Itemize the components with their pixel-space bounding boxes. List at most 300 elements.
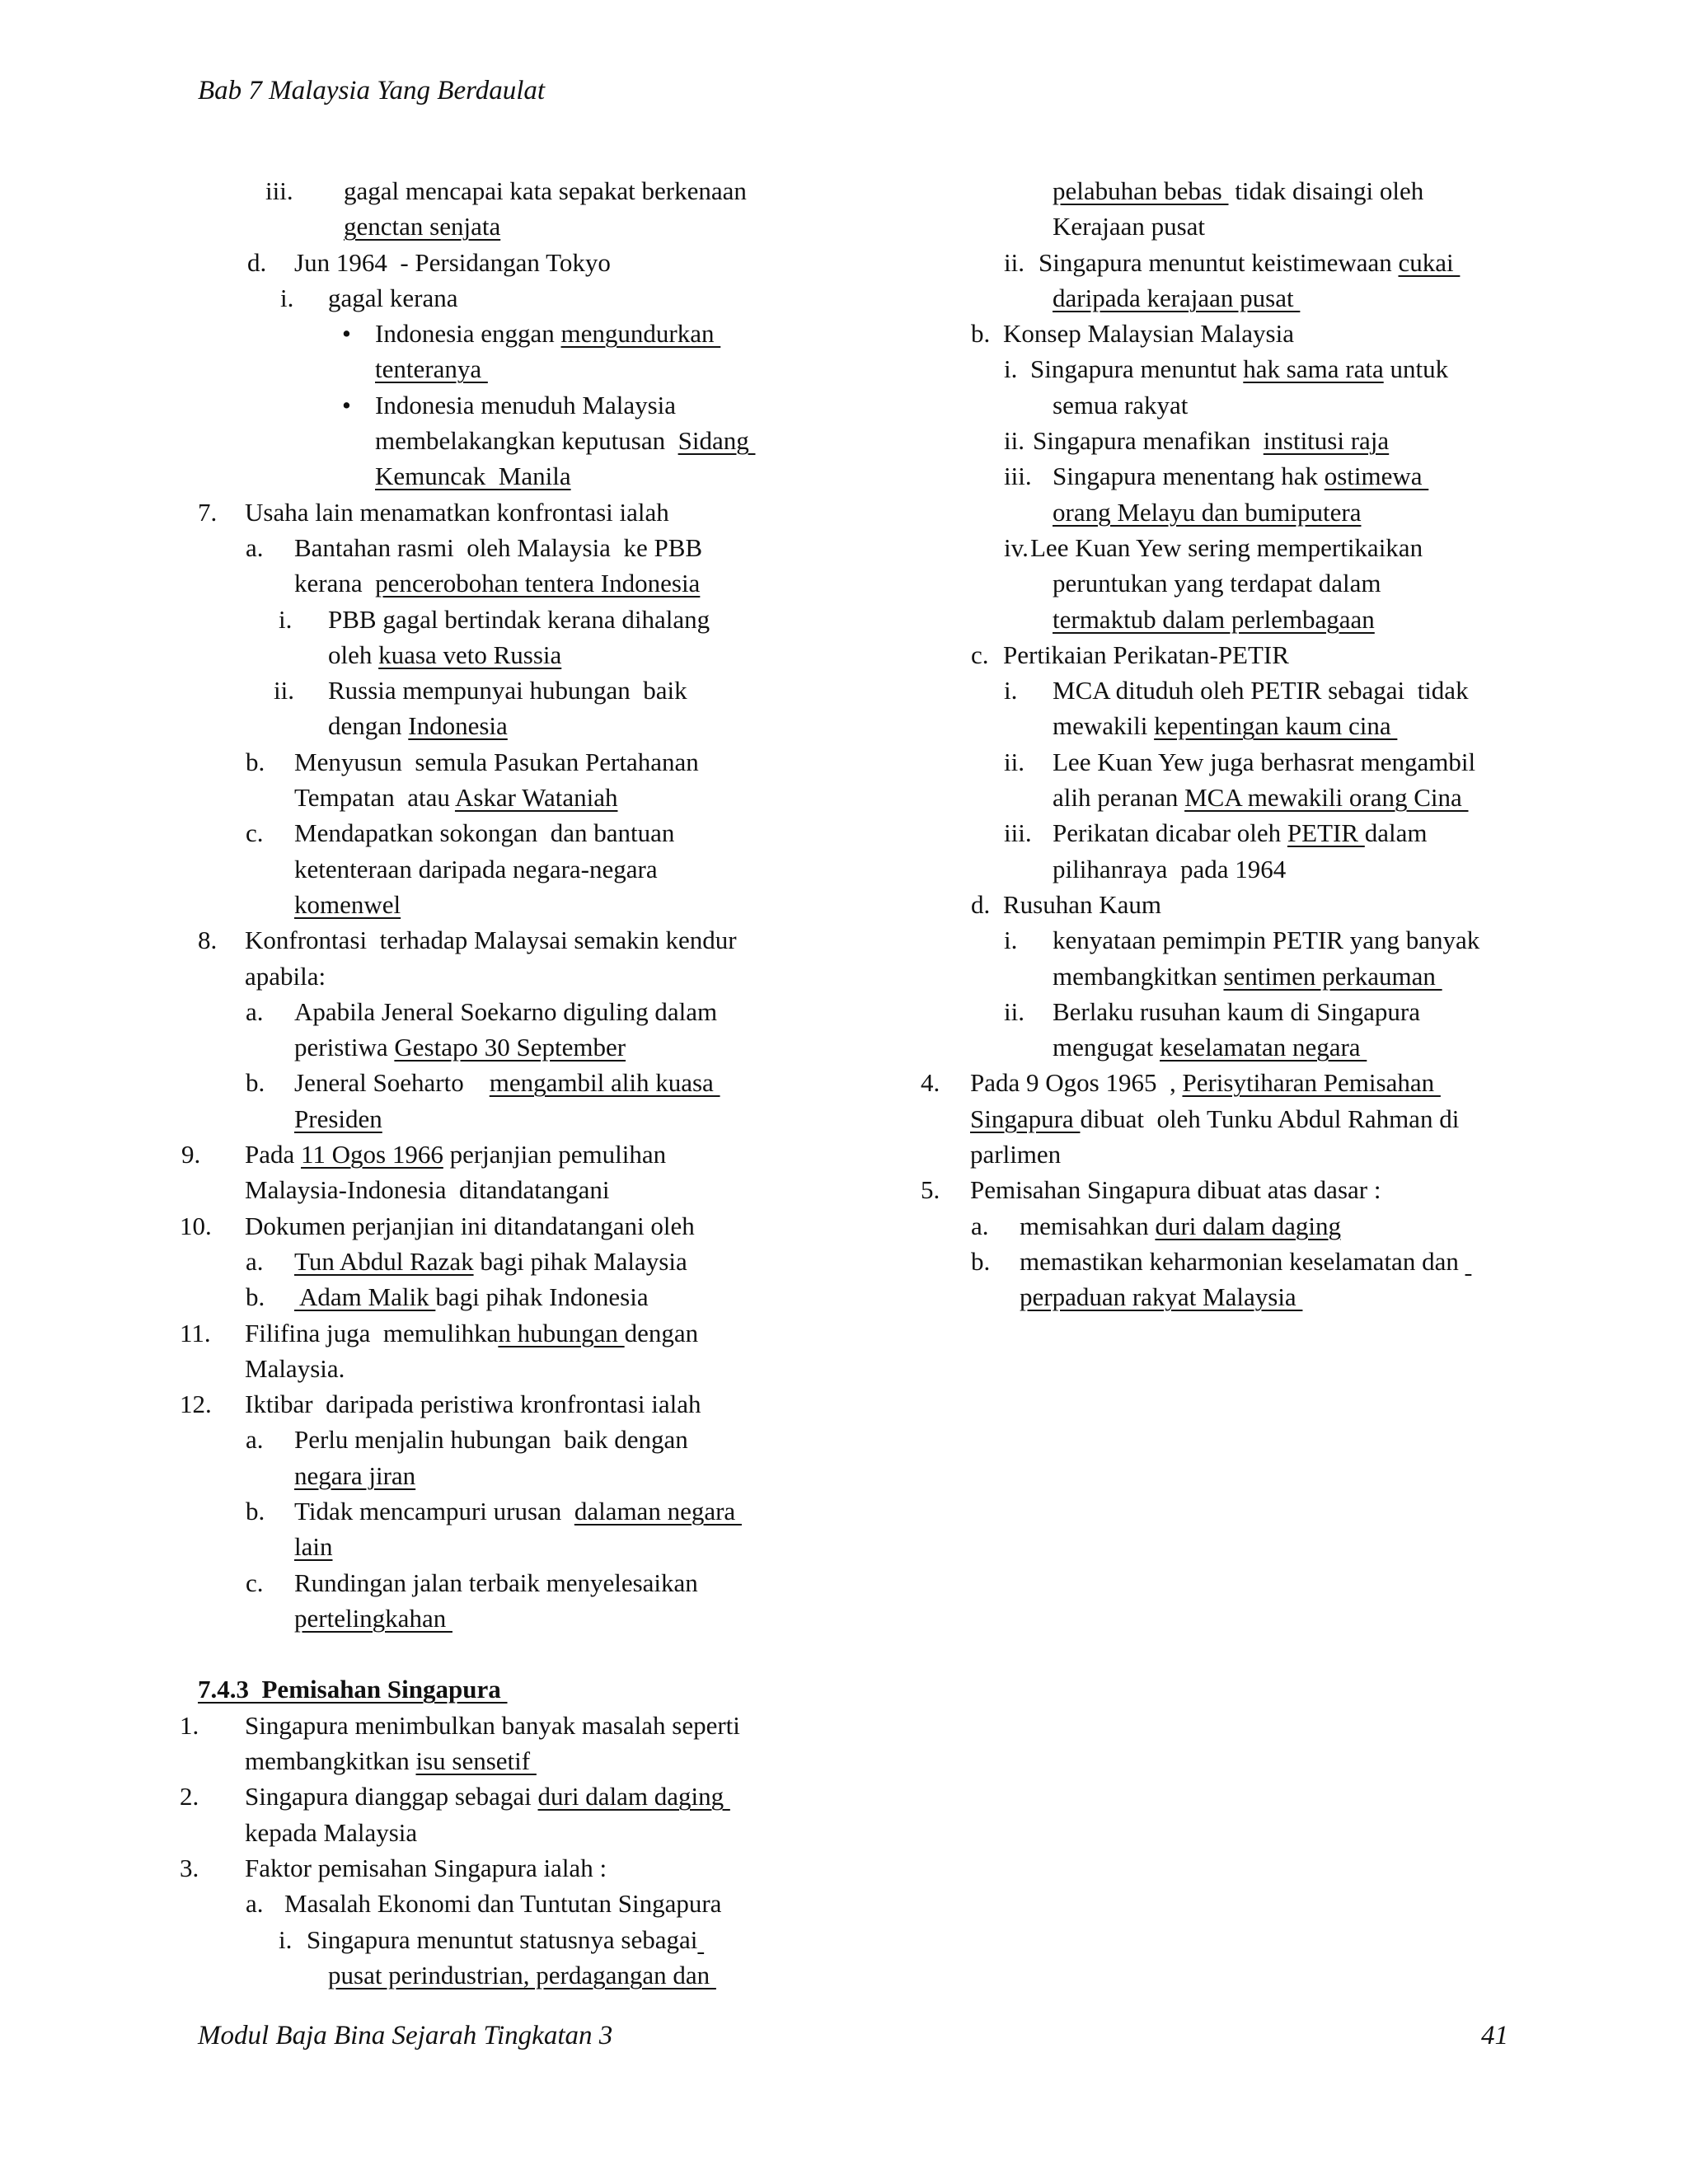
text-segment: Singapura dianggap sebagai xyxy=(245,1782,538,1811)
text-line xyxy=(0,1101,824,1137)
list-marker: iii. xyxy=(1004,462,1032,491)
text-line xyxy=(0,1386,824,1422)
list-marker: i. xyxy=(1004,926,1018,955)
list-marker: d. xyxy=(971,889,991,919)
list-marker: 11. xyxy=(180,1318,211,1347)
underlined-keyword: n hubungan xyxy=(498,1318,625,1347)
line-text xyxy=(284,1886,721,1921)
underlined-keyword: komenwel xyxy=(294,889,401,919)
text-line xyxy=(857,1279,1688,1315)
line-text xyxy=(245,1386,701,1422)
line-text xyxy=(970,1137,1061,1172)
text-line xyxy=(0,209,824,244)
line-text xyxy=(1053,209,1205,244)
text-line xyxy=(0,1743,824,1779)
line-text xyxy=(1053,744,1475,780)
line-text xyxy=(294,1065,720,1100)
text-line xyxy=(0,887,824,922)
list-marker: b. xyxy=(971,1246,991,1276)
text-segment: Berlaku rusuhan kaum di Singapura xyxy=(1053,996,1420,1026)
line-text xyxy=(294,887,401,922)
line-text xyxy=(375,351,488,387)
line-text xyxy=(1020,1208,1341,1244)
underlined-keyword: sentimen perkauman xyxy=(1223,961,1442,991)
line-text xyxy=(375,316,720,351)
text-line xyxy=(857,851,1688,887)
text-line xyxy=(0,1351,824,1386)
line-text xyxy=(970,1101,1459,1137)
underlined-keyword: Adam Malik xyxy=(294,1282,436,1312)
line-text xyxy=(1053,780,1469,815)
line-text xyxy=(294,1565,698,1601)
text-line xyxy=(857,1244,1688,1279)
text-line xyxy=(0,1029,824,1065)
text-segment: Lee Kuan Yew juga berhasrat mengambil xyxy=(1053,747,1476,776)
line-text xyxy=(245,1351,345,1386)
line-text xyxy=(1053,958,1442,994)
text-line xyxy=(0,1493,824,1529)
text-segment: Malaysia. xyxy=(245,1353,345,1383)
text-segment: Masalah Ekonomi dan Tuntutan Singapura xyxy=(284,1889,722,1919)
list-marker: 8. xyxy=(198,926,218,955)
line-text xyxy=(1039,245,1460,280)
text-segment: bagi pihak Indonesia xyxy=(435,1282,649,1312)
text-line xyxy=(0,708,824,743)
text-segment: alih peranan xyxy=(1053,783,1185,813)
line-text xyxy=(328,280,457,316)
text-segment: kepada Malaysia xyxy=(245,1817,418,1847)
list-marker: b. xyxy=(246,1496,265,1526)
text-line xyxy=(857,565,1688,601)
line-text xyxy=(1053,173,1423,209)
underlined-keyword: institusi raja xyxy=(1263,426,1390,456)
text-line xyxy=(0,1886,824,1921)
text-segment: mengugat xyxy=(1053,1033,1160,1062)
line-text xyxy=(375,423,755,458)
text-line xyxy=(857,209,1688,244)
underlined-keyword: Kemuncak Manila xyxy=(375,462,571,491)
line-text xyxy=(294,245,611,280)
list-marker: b. xyxy=(246,747,265,776)
text-line xyxy=(857,173,1688,209)
line-text xyxy=(245,1743,537,1779)
list-marker: 5. xyxy=(921,1175,940,1205)
text-line xyxy=(0,1957,824,1993)
section-heading xyxy=(0,1671,824,1707)
text-line xyxy=(0,565,824,601)
text-segment: Usaha lain menamatkan konfrontasi ialah xyxy=(245,497,669,527)
text-segment: Pertikaian Perikatan-PETIR xyxy=(1003,640,1289,669)
bullet-icon: • xyxy=(342,390,351,419)
text-segment: Mendapatkan sokongan dan bantuan xyxy=(294,818,675,848)
line-text xyxy=(1053,1029,1367,1065)
left-column xyxy=(0,173,824,1993)
list-marker: 2. xyxy=(180,1782,199,1811)
text-segment: Pada xyxy=(245,1140,302,1169)
line-text xyxy=(1053,565,1381,601)
list-marker: ii. xyxy=(1004,747,1025,776)
bullet-icon: • xyxy=(342,319,351,349)
text-segment: Indonesia menuduh Malaysia xyxy=(375,390,677,419)
list-marker: b. xyxy=(971,319,991,349)
text-segment: Singapura menentang hak xyxy=(1053,462,1325,491)
underlined-keyword: Gestapo 30 September xyxy=(394,1033,626,1062)
line-text xyxy=(245,1137,666,1172)
line-text xyxy=(1053,602,1375,637)
text-line xyxy=(0,1422,824,1457)
line-text xyxy=(1053,387,1188,423)
underlined-keyword: termaktub dalam perlembagaan xyxy=(1053,604,1375,634)
text-segment: untuk xyxy=(1383,354,1449,384)
text-segment: Konsep Malaysian Malaysia xyxy=(1003,319,1294,349)
text-line xyxy=(0,351,824,387)
list-marker: a. xyxy=(246,996,264,1026)
text-line xyxy=(857,922,1688,958)
line-text xyxy=(294,815,674,851)
text-segment: dalam xyxy=(1364,818,1428,848)
line-text xyxy=(294,1101,382,1137)
text-segment: gagal kerana xyxy=(328,283,458,312)
underlined-keyword: Singapura xyxy=(970,1104,1081,1133)
text-line xyxy=(0,1529,824,1564)
text-segment: mewakili xyxy=(1053,711,1155,741)
list-marker: d. xyxy=(247,247,267,277)
text-line xyxy=(0,1601,824,1636)
text-line xyxy=(857,994,1688,1029)
text-line xyxy=(0,387,824,423)
text-segment: Pada 9 Ogos 1965 , xyxy=(970,1068,1183,1098)
line-text xyxy=(245,1779,730,1814)
text-segment: Kerajaan pusat xyxy=(1053,212,1206,241)
text-line xyxy=(857,1029,1688,1065)
text-line xyxy=(857,1208,1688,1244)
underlined-keyword: 7.4.3 Pemisahan Singapura xyxy=(198,1675,508,1704)
line-text xyxy=(294,994,717,1029)
line-text xyxy=(344,209,500,244)
line-text xyxy=(1020,1279,1302,1315)
text-segment: Faktor pemisahan Singapura ialah : xyxy=(245,1853,607,1882)
line-text xyxy=(328,1957,716,1993)
text-line xyxy=(0,780,824,815)
underlined-keyword: genctan senjata xyxy=(344,212,501,241)
line-text xyxy=(294,1279,649,1315)
list-marker: c. xyxy=(246,1568,264,1597)
line-text xyxy=(294,565,700,601)
text-segment: kenyataan pemimpin PETIR yang banyak xyxy=(1053,926,1480,955)
text-segment: dibuat oleh Tunku Abdul Rahman di xyxy=(1080,1104,1460,1133)
text-line xyxy=(857,494,1688,530)
underlined-keyword: Perisytiharan Pemisahan xyxy=(1182,1068,1441,1098)
line-text xyxy=(198,1671,508,1707)
underlined-keyword: Askar Wataniah xyxy=(454,783,618,813)
underlined-keyword: pencerobohan tentera Indonesia xyxy=(375,569,701,598)
list-marker: i. xyxy=(279,1924,293,1954)
text-segment: Singapura menuntut keistimewaan xyxy=(1039,247,1399,277)
line-text xyxy=(294,1244,687,1279)
text-segment: gagal mencapai kata sepakat berkenaan xyxy=(344,176,747,205)
text-segment: membelakangkan keputusan xyxy=(375,426,678,456)
text-line xyxy=(0,1565,824,1601)
underlined-keyword: mengundurkan xyxy=(560,319,721,349)
list-marker: a. xyxy=(246,1246,264,1276)
text-segment: MCA dituduh oleh PETIR sebagai tidak xyxy=(1053,676,1469,705)
underlined-keyword: pelabuhan bebas xyxy=(1053,176,1229,205)
text-line xyxy=(857,387,1688,423)
text-line xyxy=(0,1779,824,1814)
text-line xyxy=(857,458,1688,494)
line-text xyxy=(375,458,571,494)
underlined-keyword: PETIR xyxy=(1287,818,1365,848)
text-line xyxy=(857,744,1688,780)
text-segment: Jeneral Soeharto xyxy=(294,1068,490,1098)
text-segment: Indonesia enggan xyxy=(375,319,561,349)
text-segment: membangkitkan xyxy=(1053,961,1224,991)
text-segment: Russia mempunyai hubungan baik xyxy=(328,676,687,705)
list-marker: a. xyxy=(246,1425,264,1455)
line-text xyxy=(245,1208,695,1244)
text-segment: memisahkan xyxy=(1020,1211,1156,1240)
underlined-keyword: tenteranya xyxy=(375,354,488,384)
line-text xyxy=(1030,530,1423,565)
text-segment: PBB gagal bertindak kerana dihalang xyxy=(328,604,710,634)
line-text xyxy=(1033,423,1389,458)
text-segment: kerana xyxy=(294,569,376,598)
text-line xyxy=(857,530,1688,565)
line-text xyxy=(1053,815,1428,851)
text-line xyxy=(0,1244,824,1279)
line-text xyxy=(328,673,687,708)
underlined-keyword: Sidang xyxy=(678,426,756,456)
text-segment: bagi pihak Malaysia xyxy=(473,1246,687,1276)
underlined-keyword xyxy=(1465,1247,1472,1276)
text-segment: Singapura menafikan xyxy=(1033,426,1264,456)
text-segment: Bantahan rasmi oleh Malaysia ke PBB xyxy=(294,532,703,562)
running-header: Bab 7 Malaysia Yang Berdaulat xyxy=(198,76,546,105)
text-segment: apabila: xyxy=(245,961,326,991)
text-line xyxy=(0,958,824,994)
line-text xyxy=(328,708,508,743)
text-line xyxy=(0,1315,824,1351)
text-line xyxy=(0,637,824,673)
list-marker: b. xyxy=(246,1068,265,1098)
underlined-keyword: hak sama rata xyxy=(1243,354,1384,384)
line-text xyxy=(1003,637,1289,673)
text-line xyxy=(857,1172,1688,1207)
list-marker: i. xyxy=(279,604,293,634)
text-segment: Rusuhan Kaum xyxy=(1003,889,1162,919)
line-text xyxy=(328,637,561,673)
text-line xyxy=(857,637,1688,673)
list-marker: a. xyxy=(246,532,264,562)
underlined-keyword: kepentingan kaum cina xyxy=(1154,711,1398,741)
list-marker: iii. xyxy=(1004,818,1032,848)
list-marker: c. xyxy=(971,640,989,669)
text-line xyxy=(0,673,824,708)
text-segment: Lee Kuan Yew sering mempertikaikan xyxy=(1030,532,1423,562)
underlined-keyword: kuasa veto Russia xyxy=(378,640,562,669)
line-text xyxy=(1053,458,1428,494)
line-text xyxy=(245,494,669,530)
line-text xyxy=(1053,994,1420,1029)
text-line xyxy=(0,1850,824,1886)
underlined-keyword: pertelingkahan xyxy=(294,1603,452,1633)
line-text xyxy=(1053,673,1469,708)
list-marker: i. xyxy=(280,283,294,312)
line-text xyxy=(344,173,747,209)
underlined-keyword: isu sensetif xyxy=(415,1746,537,1776)
line-text xyxy=(294,744,699,780)
line-text xyxy=(294,1458,415,1493)
underlined-keyword: duri dalam daging xyxy=(537,1782,730,1811)
line-text xyxy=(1053,922,1479,958)
text-line xyxy=(0,1922,824,1957)
text-line xyxy=(0,1708,824,1743)
line-text xyxy=(245,1815,417,1850)
text-line xyxy=(857,1101,1688,1137)
list-marker: a. xyxy=(246,1889,264,1919)
text-segment: Pemisahan Singapura dibuat atas dasar : xyxy=(970,1175,1381,1205)
text-line xyxy=(0,1815,824,1850)
underlined-keyword: dalaman negara xyxy=(574,1496,742,1526)
underlined-keyword: keselamatan negara xyxy=(1160,1033,1367,1062)
text-segment: Tempatan atau xyxy=(294,783,455,813)
line-text xyxy=(294,780,617,815)
line-text xyxy=(375,387,676,423)
underlined-keyword: Tun Abdul Razak xyxy=(294,1246,474,1276)
text-line xyxy=(0,530,824,565)
line-text xyxy=(245,958,326,994)
underlined-keyword: negara jiran xyxy=(294,1460,416,1490)
underlined-keyword: pusat perindustrian, perdagangan dan xyxy=(328,1960,716,1990)
text-segment: Konfrontasi terhadap Malaysai semakin kendur xyxy=(245,926,737,955)
underlined-keyword xyxy=(697,1925,704,1954)
line-text xyxy=(245,1708,740,1743)
text-line xyxy=(0,1172,824,1207)
line-text xyxy=(307,1922,704,1957)
list-marker: i. xyxy=(1004,676,1018,705)
text-segment: tidak disaingi oleh xyxy=(1228,176,1424,205)
text-segment: memastikan keharmonian keselamatan dan xyxy=(1020,1246,1465,1276)
line-text xyxy=(294,1029,626,1065)
underlined-keyword: ostimewa xyxy=(1324,462,1429,491)
text-segment: Singapura menuntut xyxy=(1030,354,1244,384)
line-text xyxy=(294,1422,688,1457)
text-line xyxy=(0,744,824,780)
text-segment: Rundingan jalan terbaik menyelesaikan xyxy=(294,1568,698,1597)
line-text xyxy=(245,1172,609,1207)
list-marker: 12. xyxy=(180,1390,212,1419)
line-text xyxy=(294,1493,742,1529)
list-marker: i. xyxy=(1004,354,1018,384)
list-marker: iv. xyxy=(1004,532,1029,562)
text-segment: pilihanraya pada 1964 xyxy=(1053,854,1287,883)
line-text xyxy=(1030,351,1448,387)
list-marker: c. xyxy=(246,818,264,848)
text-line xyxy=(0,851,824,887)
text-segment: membangkitkan xyxy=(245,1746,416,1776)
underlined-keyword: lain xyxy=(294,1532,333,1562)
text-segment: Malaysia-Indonesia ditandatangani xyxy=(245,1175,610,1205)
text-line xyxy=(0,922,824,958)
text-line xyxy=(857,887,1688,922)
text-segment: peruntukan yang terdapat dalam xyxy=(1053,569,1381,598)
text-segment: semua rakyat xyxy=(1053,390,1189,419)
underlined-keyword: MCA mewakili orang Cina xyxy=(1184,783,1469,813)
text-line xyxy=(857,316,1688,351)
list-marker: ii. xyxy=(1004,426,1025,456)
line-text xyxy=(294,851,658,887)
text-segment: Menyusun semula Pasukan Pertahanan xyxy=(294,747,699,776)
text-line xyxy=(857,423,1688,458)
text-line xyxy=(857,673,1688,708)
text-segment: Singapura menimbulkan banyak masalah seperti xyxy=(245,1710,740,1740)
blank-line xyxy=(0,1636,824,1671)
text-line xyxy=(0,280,824,316)
line-text xyxy=(294,1601,452,1636)
underlined-keyword: Indonesia xyxy=(408,711,508,741)
text-segment: perjanjian pemulihan xyxy=(443,1140,667,1169)
text-segment: Singapura menuntut statusnya sebagai xyxy=(307,1924,698,1954)
text-line xyxy=(0,1065,824,1100)
text-segment: Tidak mencampuri urusan xyxy=(294,1496,574,1526)
text-segment: dengan xyxy=(328,711,409,741)
list-marker: 3. xyxy=(180,1853,199,1882)
text-line xyxy=(857,602,1688,637)
text-line xyxy=(857,280,1688,316)
line-text xyxy=(1003,316,1294,351)
text-line xyxy=(0,173,824,209)
line-text xyxy=(245,1850,607,1886)
line-text xyxy=(245,922,737,958)
underlined-keyword: mengambil alih kuasa xyxy=(489,1068,720,1098)
text-line xyxy=(857,780,1688,815)
line-text xyxy=(1053,280,1300,316)
text-line xyxy=(0,316,824,351)
line-text xyxy=(1020,1244,1471,1279)
line-text xyxy=(970,1172,1381,1207)
line-text xyxy=(245,1315,698,1351)
list-marker: 4. xyxy=(921,1068,940,1098)
text-line xyxy=(0,494,824,530)
footer-title: Modul Baja Bina Sejarah Tingkatan 3 xyxy=(198,2021,613,2050)
line-text xyxy=(328,602,710,637)
text-segment: dengan xyxy=(624,1318,699,1347)
underlined-keyword: Presiden xyxy=(294,1104,382,1133)
underlined-keyword: orang Melayu dan bumiputera xyxy=(1053,497,1362,527)
text-segment: peristiwa xyxy=(294,1033,395,1062)
underlined-keyword: daripada kerajaan pusat xyxy=(1053,283,1301,312)
text-segment: Apabila Jeneral Soekarno diguling dalam xyxy=(294,996,718,1026)
text-line xyxy=(857,245,1688,280)
text-segment: Filifina juga memulihka xyxy=(245,1318,499,1347)
text-line xyxy=(0,815,824,851)
underlined-keyword: 11 Ogos 1966 xyxy=(301,1140,443,1169)
text-segment: Perikatan dicabar oleh xyxy=(1053,818,1287,848)
text-line xyxy=(0,994,824,1029)
line-text xyxy=(970,1065,1441,1100)
text-line xyxy=(857,708,1688,743)
list-marker: 9. xyxy=(181,1140,201,1169)
text-line xyxy=(857,1065,1688,1100)
text-line xyxy=(857,1137,1688,1172)
text-line xyxy=(857,815,1688,851)
line-text xyxy=(1053,708,1397,743)
list-marker: ii. xyxy=(1004,996,1025,1026)
right-column xyxy=(857,173,1688,1315)
list-marker: a. xyxy=(971,1211,989,1240)
line-text xyxy=(294,1529,333,1564)
text-segment: Perlu menjalin hubungan baik dengan xyxy=(294,1425,688,1455)
